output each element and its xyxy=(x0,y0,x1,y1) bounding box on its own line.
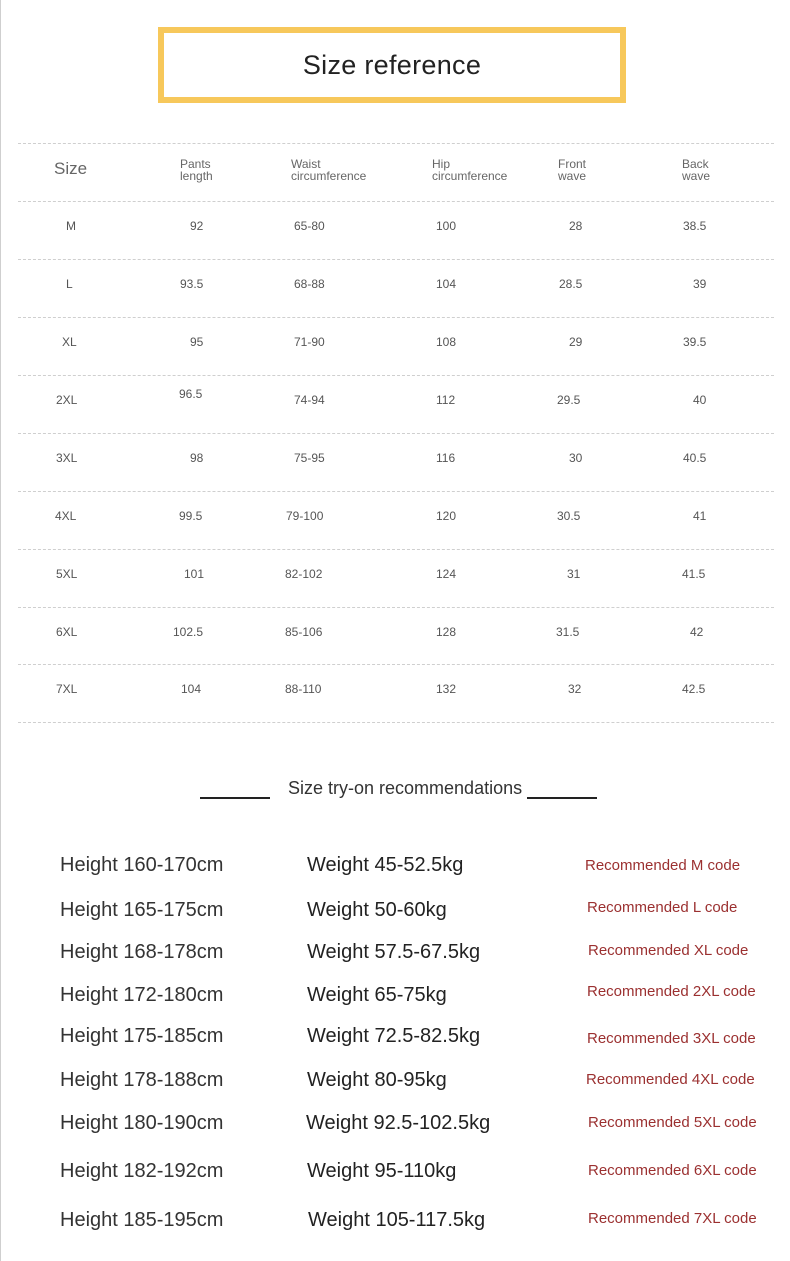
table-divider xyxy=(18,664,774,665)
table-cell-waist-circumference: 85-106 xyxy=(285,625,323,639)
column-header-back-wave: Back wave xyxy=(682,157,711,183)
table-cell-front-wave: 28.5 xyxy=(559,277,583,291)
recommendation-weight: Weight 92.5-102.5kg xyxy=(306,1112,491,1134)
recommendation-size: Recommended 4XL code xyxy=(586,1071,755,1088)
recommendation-size: Recommended XL code xyxy=(588,942,749,959)
recommendation-size: Recommended 7XL code xyxy=(588,1210,757,1227)
recommendation-height: Height 165-175cm xyxy=(60,899,224,921)
table-divider xyxy=(18,607,774,608)
page-title: Size reference xyxy=(302,49,482,80)
table-cell-size: XL xyxy=(62,335,77,349)
table-cell-hip-circumference: 104 xyxy=(436,277,457,291)
table-cell-waist-circumference: 65-80 xyxy=(294,219,325,233)
table-cell-size: 2XL xyxy=(56,393,78,407)
recommendation-height: Height 175-185cm xyxy=(60,1025,224,1047)
column-header-front-wave: Front wave xyxy=(558,157,587,183)
recommendation-height: Height 168-178cm xyxy=(60,941,224,963)
table-cell-pants-length: 96.5 xyxy=(179,387,203,401)
recommendation-weight: Weight 72.5-82.5kg xyxy=(307,1025,481,1047)
recommendation-height: Height 182-192cm xyxy=(60,1160,224,1182)
table-divider xyxy=(18,433,774,434)
table-cell-back-wave: 42.5 xyxy=(682,682,706,696)
table-cell-front-wave: 32 xyxy=(568,682,582,696)
table-cell-pants-length: 92 xyxy=(190,219,204,233)
table-cell-pants-length: 104 xyxy=(181,682,202,696)
table-cell-back-wave: 41 xyxy=(693,509,707,523)
table-cell-hip-circumference: 112 xyxy=(436,393,456,407)
heading-rule-right xyxy=(527,797,597,799)
table-divider xyxy=(18,375,774,376)
recommendation-size: Recommended 5XL code xyxy=(588,1114,757,1131)
column-header-waist-circumference: Waist circumference xyxy=(291,157,367,183)
table-cell-back-wave: 40.5 xyxy=(683,451,707,465)
table-cell-pants-length: 102.5 xyxy=(173,625,204,639)
heading-rule-left xyxy=(200,797,270,799)
table-cell-front-wave: 31.5 xyxy=(556,625,580,639)
table-cell-hip-circumference: 124 xyxy=(436,567,457,581)
recommendation-weight: Weight 95-110kg xyxy=(307,1160,457,1182)
table-cell-hip-circumference: 120 xyxy=(436,509,457,523)
table-cell-size: 5XL xyxy=(56,567,78,581)
recommendation-size: Recommended 6XL code xyxy=(588,1162,757,1179)
table-cell-size: 3XL xyxy=(56,451,78,465)
table-cell-front-wave: 29.5 xyxy=(557,393,581,407)
table-cell-back-wave: 42 xyxy=(690,625,704,639)
table-cell-size: L xyxy=(66,277,73,291)
recommendation-height: Height 178-188cm xyxy=(60,1069,224,1091)
table-cell-waist-circumference: 82-102 xyxy=(285,567,323,581)
title-box xyxy=(158,27,626,103)
recommendations-title: Size try-on recommendations xyxy=(288,778,523,798)
table-cell-waist-circumference: 79-100 xyxy=(286,509,324,523)
table-cell-waist-circumference: 71-90 xyxy=(294,335,325,349)
recommendation-weight: Weight 57.5-67.5kg xyxy=(307,941,481,963)
recommendation-size: Recommended 3XL code xyxy=(587,1030,756,1047)
recommendation-height: Height 180-190cm xyxy=(60,1112,224,1134)
table-cell-pants-length: 101 xyxy=(184,567,205,581)
table-cell-size: M xyxy=(66,219,76,233)
recommendation-weight: Weight 80-95kg xyxy=(307,1069,447,1091)
table-cell-pants-length: 99.5 xyxy=(179,509,203,523)
table-cell-hip-circumference: 116 xyxy=(436,451,456,465)
recommendation-weight: Weight 45-52.5kg xyxy=(307,854,464,876)
recommendation-weight: Weight 50-60kg xyxy=(307,899,447,921)
recommendation-size: Recommended 2XL code xyxy=(587,983,756,1000)
table-cell-hip-circumference: 100 xyxy=(436,219,457,233)
table-cell-pants-length: 93.5 xyxy=(180,277,204,291)
recommendation-weight: Weight 65-75kg xyxy=(307,984,447,1006)
column-header-size: Size xyxy=(54,159,88,178)
table-cell-pants-length: 95 xyxy=(190,335,204,349)
table-divider xyxy=(18,201,774,202)
table-cell-back-wave: 39 xyxy=(693,277,707,291)
recommendation-size: Recommended M code xyxy=(585,857,741,874)
column-header-hip-circumference: Hip circumference xyxy=(432,157,508,183)
table-divider xyxy=(18,491,774,492)
table-cell-waist-circumference: 75-95 xyxy=(294,451,325,465)
recommendation-height: Height 172-180cm xyxy=(60,984,224,1006)
table-divider xyxy=(18,722,774,723)
recommendation-size: Recommended L code xyxy=(587,899,738,916)
table-cell-front-wave: 29 xyxy=(569,335,583,349)
table-cell-front-wave: 31 xyxy=(567,567,581,581)
recommendations-heading xyxy=(0,776,790,806)
table-divider xyxy=(18,317,774,318)
table-cell-waist-circumference: 88-110 xyxy=(285,682,322,696)
table-cell-hip-circumference: 132 xyxy=(436,682,457,696)
table-cell-waist-circumference: 74-94 xyxy=(294,393,325,407)
column-header-pants-length: Pants length xyxy=(180,157,213,183)
table-cell-waist-circumference: 68-88 xyxy=(294,277,325,291)
table-cell-back-wave: 41.5 xyxy=(682,567,706,581)
table-cell-size: 7XL xyxy=(56,682,78,696)
table-cell-back-wave: 38.5 xyxy=(683,219,707,233)
table-cell-size: 6XL xyxy=(56,625,78,639)
table-divider xyxy=(18,549,774,550)
table-cell-front-wave: 30.5 xyxy=(557,509,581,523)
table-cell-front-wave: 30 xyxy=(569,451,583,465)
table-cell-hip-circumference: 128 xyxy=(436,625,457,639)
recommendation-height: Height 185-195cm xyxy=(60,1209,224,1231)
page-left-border xyxy=(0,0,1,1261)
table-cell-front-wave: 28 xyxy=(569,219,583,233)
table-divider xyxy=(18,259,774,260)
recommendation-weight: Weight 105-117.5kg xyxy=(308,1209,486,1231)
table-divider xyxy=(18,143,774,144)
table-cell-hip-circumference: 108 xyxy=(436,335,457,349)
table-cell-pants-length: 98 xyxy=(190,451,204,465)
table-cell-back-wave: 40 xyxy=(693,393,707,407)
table-cell-size: 4XL xyxy=(55,509,77,523)
recommendation-height: Height 160-170cm xyxy=(60,854,224,876)
table-cell-back-wave: 39.5 xyxy=(683,335,707,349)
